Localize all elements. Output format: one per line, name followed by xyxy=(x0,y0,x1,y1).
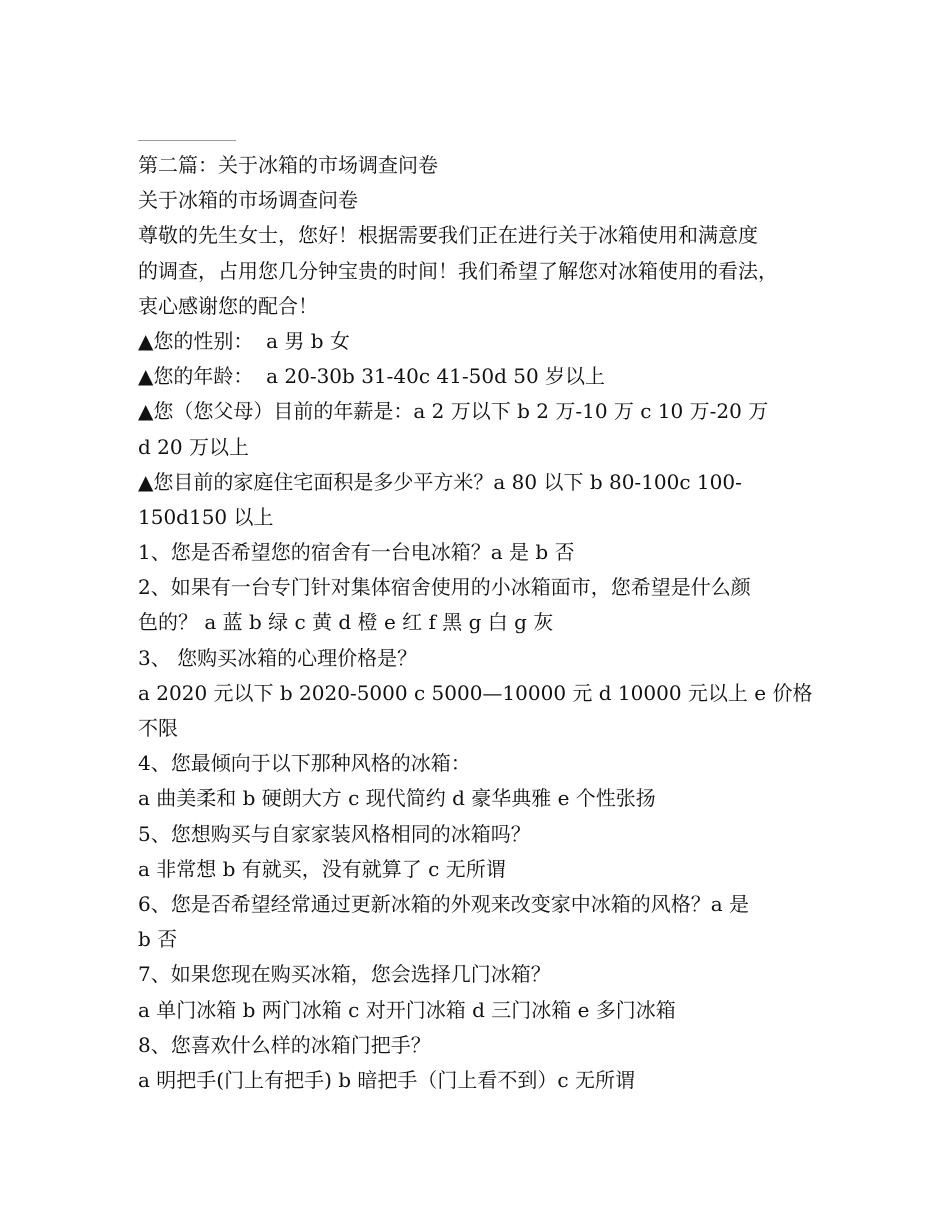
question-gender: ▲您的性别： a 男 b 女 xyxy=(138,328,350,353)
question-5-options: a 非常想 b 有就买，没有就算了 c 无所谓 xyxy=(138,856,506,881)
question-4-options: a 曲美柔和 b 硬朗大方 c 现代简约 d 豪华典雅 e 个性张扬 xyxy=(138,786,656,811)
question-3: 3、 您购买冰箱的心理价格是？ xyxy=(138,645,418,670)
question-2: 2、如果有一台专门针对集体宿舍使用的小冰箱面市，您希望是什么颜 xyxy=(138,575,751,600)
intro-paragraph-line: 衷心感谢您的配合！ xyxy=(138,293,318,318)
question-income: ▲您（您父母）目前的年薪是：a 2 万以下 b 2 万-10 万 c 10 万-20 万 xyxy=(138,399,769,424)
intro-paragraph-line: 的调查，占用您几分钟宝贵的时间！我们希望了解您对冰箱使用的看法， xyxy=(138,258,778,283)
document-body xyxy=(138,148,818,1098)
section-heading: 第二篇：关于冰箱的市场调查问卷 xyxy=(138,153,438,177)
question-6: 6、您是否希望经常通过更新冰箱的外观来改变家中冰箱的风格？a 是 xyxy=(138,891,750,916)
question-7-options: a 单门冰箱 b 两门冰箱 c 对开门冰箱 d 三门冰箱 e 多门冰箱 xyxy=(138,997,676,1022)
question-3-options: a 2020 元以下 b 2020-5000 c 5000—10000 元 d 10000 元以上 e 价格 xyxy=(138,680,813,705)
question-home-area: ▲您目前的家庭住宅面积是多少平方米？a 80 以下 b 80-100c 100- xyxy=(138,469,742,494)
question-income-continued: d 20 万以上 xyxy=(138,434,249,459)
question-age: ▲您的年龄： a 20-30b 31-40c 41-50d 50 岁以上 xyxy=(138,364,606,389)
question-4: 4、您最倾向于以下那种风格的冰箱： xyxy=(138,751,471,776)
question-5: 5、您想购买与自家家装风格相同的冰箱吗？ xyxy=(138,821,531,846)
question-7: 7、如果您现在购买冰箱，您会选择几门冰箱？ xyxy=(138,962,551,987)
question-1: 1、您是否希望您的宿舍有一台电冰箱？a 是 b 否 xyxy=(138,540,575,565)
question-8-options: a 明把手(门上有把手) b 暗把手（门上看不到）c 无所谓 xyxy=(138,1067,635,1092)
question-home-area-continued: 150d150 以上 xyxy=(138,504,274,529)
question-8: 8、您喜欢什么样的冰箱门把手？ xyxy=(138,1032,431,1057)
survey-title: 关于冰箱的市场调查问卷 xyxy=(138,188,358,213)
header-divider xyxy=(138,140,236,141)
intro-paragraph-line: 尊敬的先生女士，您好！根据需要我们正在进行关于冰箱使用和满意度 xyxy=(138,223,758,248)
question-2-options: 色的？ a 蓝 b 绿 c 黄 d 橙 e 红 f 黑 g 白 g 灰 xyxy=(138,610,554,635)
question-3-options-continued: 不限 xyxy=(138,716,178,740)
question-6-continued: b 否 xyxy=(138,927,178,952)
